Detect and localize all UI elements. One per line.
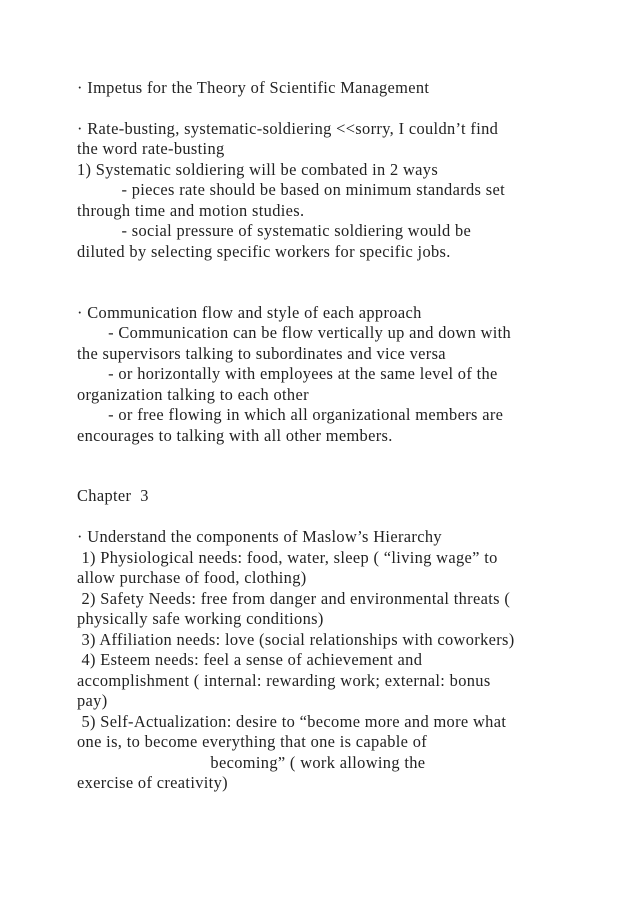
text-line: diluted by selecting specific workers for specific jobs. bbox=[77, 242, 451, 261]
section-heading-communication: · Communication flow and style of each approach bbox=[77, 303, 422, 322]
text-line: through time and motion studies. bbox=[77, 201, 305, 220]
text-line: 1) Systematic soldiering will be combated in 2 ways bbox=[77, 160, 439, 179]
text-line: physically safe working conditions) bbox=[77, 609, 324, 628]
text-line: - pieces rate should be based on minimum standards set bbox=[77, 180, 505, 199]
section-heading-impetus: · Impetus for the Theory of Scientific Management bbox=[77, 78, 430, 97]
text-line: 5) Self-Actualization: desire to “become more and more what bbox=[77, 712, 507, 731]
text-line: 1) Physiological needs: food, water, sleep ( “living wage” to bbox=[77, 548, 498, 567]
text-line: 3) Affiliation needs: love (social relationships with coworkers) bbox=[77, 630, 515, 649]
text-line: - or horizontally with employees at the same level of the bbox=[77, 364, 498, 383]
text-line: - or free flowing in which all organizational members are bbox=[77, 405, 504, 424]
text-line: organization talking to each other bbox=[77, 385, 309, 404]
text-line: one is, to become everything that one is capable of bbox=[77, 732, 428, 751]
text-line: - social pressure of systematic soldiering would be bbox=[77, 221, 472, 240]
text-line: exercise of creativity) bbox=[77, 773, 228, 792]
text-line: allow purchase of food, clothing) bbox=[77, 568, 307, 587]
text-line: accomplishment ( internal: rewarding work; external: bonus bbox=[77, 671, 491, 690]
text-line: encourages to talking with all other members. bbox=[77, 426, 393, 445]
text-line: 4) Esteem needs: feel a sense of achievement and bbox=[77, 650, 423, 669]
section-heading-rate-busting: · Rate-busting, systematic-soldiering <<sorry, I couldn’t find bbox=[77, 119, 499, 138]
text-line: pay) bbox=[77, 691, 108, 710]
text-line: 2) Safety Needs: free from danger and environmental threats ( bbox=[77, 589, 511, 608]
text-line: the word rate-busting bbox=[77, 139, 225, 158]
text-line: becoming” ( work allowing the bbox=[77, 753, 426, 772]
text-line: the supervisors talking to subordinates and vice versa bbox=[77, 344, 446, 363]
text-line: - Communication can be flow vertically up and down with bbox=[77, 323, 512, 342]
chapter-heading: Chapter 3 bbox=[77, 486, 149, 505]
section-heading-maslow: · Understand the components of Maslow’s Hierarchy bbox=[77, 527, 442, 546]
